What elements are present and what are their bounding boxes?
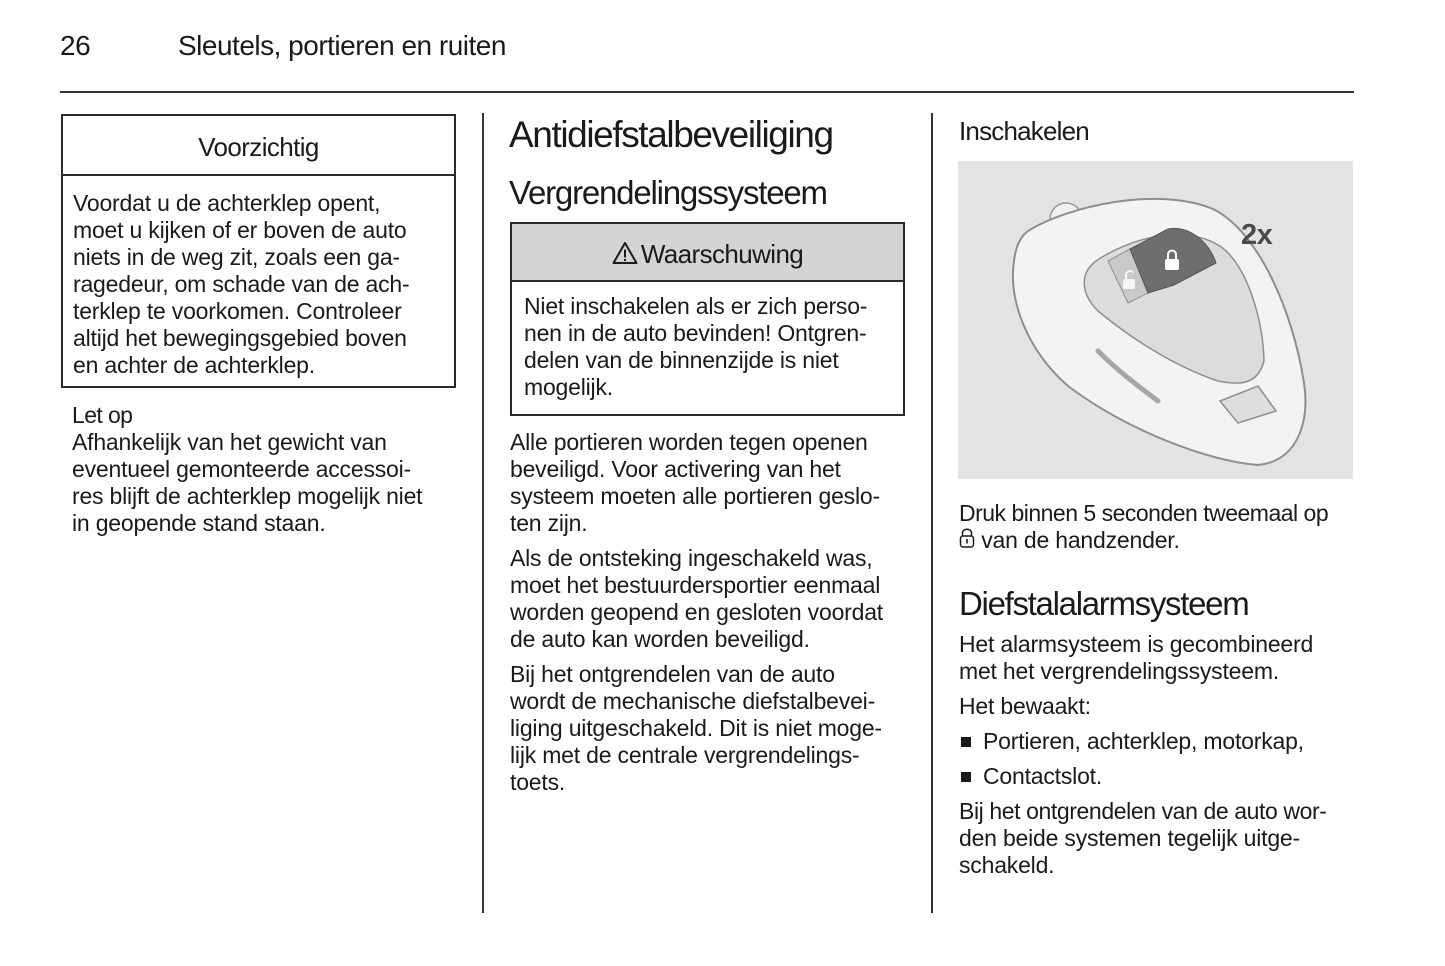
list-item xyxy=(959,763,1359,790)
caution-box xyxy=(61,114,456,388)
list-item-text: Portieren, achterklep, motorkap, xyxy=(983,728,1304,754)
text-line: met het vergrendelingssysteem. xyxy=(959,658,1279,684)
column-divider-2 xyxy=(931,113,933,913)
text-line: worden geopend en gesloten voordat xyxy=(510,599,883,625)
bullet-list xyxy=(959,728,1359,790)
caution-line: en achter de achterklep. xyxy=(73,352,315,378)
lock-icon xyxy=(959,527,975,555)
list-item xyxy=(959,728,1359,755)
warning-line: nen in de auto bevinden! Ontgren- xyxy=(524,320,867,346)
col3-body xyxy=(959,631,1359,879)
text-line: wordt de mechanische diefstalbevei- xyxy=(510,688,876,714)
bullet-square-icon xyxy=(961,737,971,747)
paragraph: Het bewaakt: xyxy=(959,693,1091,719)
section-heading: Antidiefstalbeveiliging xyxy=(509,114,833,155)
note-line: in geopende stand staan. xyxy=(72,510,326,536)
paragraph xyxy=(959,798,1359,879)
warning-body xyxy=(512,282,903,401)
text-line: schakeld. xyxy=(959,852,1055,878)
alarm-heading: Diefstalalarmsysteem xyxy=(959,585,1249,622)
text-line: Als de ontsteking ingeschakeld was, xyxy=(510,545,873,571)
subsection-heading: Vergrendelingssysteem xyxy=(509,174,827,211)
note-line: res blijft de achterklep mogelijk niet xyxy=(72,483,423,509)
text-line: lijk met de centrale vergrendelings- xyxy=(510,742,860,768)
caution-line: ragedeur, om schade van de ach- xyxy=(73,271,410,297)
text-line: Bij het ontgrendelen van de auto xyxy=(510,661,835,687)
text-line: beveiligd. Voor activering van het xyxy=(510,456,841,482)
paragraph xyxy=(510,545,920,653)
text-line: ten zijn. xyxy=(510,510,588,536)
warning-header xyxy=(512,224,903,282)
note-line: eventueel gemonteerde accessoi- xyxy=(72,456,412,482)
key-fob-figure xyxy=(958,161,1353,479)
paragraph xyxy=(510,429,920,537)
text-line: toets. xyxy=(510,769,566,795)
list-item-text: Contactslot. xyxy=(983,763,1103,789)
key-fob-illustration xyxy=(958,161,1353,479)
text-line: liging uitgeschakeld. Dit is niet moge- xyxy=(510,715,882,741)
caption-line-2 xyxy=(959,527,1359,555)
warning-line: delen van de binnenzijde is niet xyxy=(524,347,839,373)
caption-text: van de handzender. xyxy=(981,527,1180,553)
caution-line: moet u kijken of er boven de auto xyxy=(73,217,407,243)
text-line: Bij het ontgrendelen van de auto wor- xyxy=(959,798,1327,824)
caution-line: terklep te voorkomen. Controleer xyxy=(73,298,402,324)
caution-line: niets in de weg zit, zoals een ga- xyxy=(73,244,400,270)
warning-line: mogelijk. xyxy=(524,374,613,400)
note-line: Afhankelijk van het gewicht van xyxy=(72,429,387,455)
paragraph xyxy=(959,631,1359,685)
text-line: de auto kan worden beveiligd. xyxy=(510,626,810,652)
text-line: moet het bestuurdersportier eenmaal xyxy=(510,572,881,598)
caption-line: Druk binnen 5 seconden tweemaal op xyxy=(959,500,1329,526)
note-section xyxy=(72,402,472,537)
text-line: Het alarmsysteem is gecombineerd xyxy=(959,631,1314,657)
warning-triangle-icon xyxy=(612,226,638,286)
warning-title: Waarschuwing xyxy=(640,239,804,269)
column-divider-1 xyxy=(482,113,484,913)
page-title: Sleutels, portieren en ruiten xyxy=(178,30,506,61)
figure-caption xyxy=(959,500,1359,555)
text-line: systeem moeten alle portieren geslo- xyxy=(510,483,880,509)
bullet-square-icon xyxy=(961,772,971,782)
warning-box xyxy=(510,222,905,416)
header-divider xyxy=(60,91,1354,93)
note-title: Let op xyxy=(72,402,133,428)
caution-line: altijd het bewegingsgebied boven xyxy=(73,325,407,351)
caution-title: Voorzichtig xyxy=(63,116,454,176)
press-count-label: 2x xyxy=(1241,219,1273,251)
inschakelen-heading: Inschakelen xyxy=(959,116,1089,146)
text-line: den beide systemen tegelijk uitge- xyxy=(959,825,1300,851)
warning-line: Niet inschakelen als er zich perso- xyxy=(524,293,868,319)
paragraph xyxy=(510,661,920,796)
text-line: Alle portieren worden tegen openen xyxy=(510,429,868,455)
page-number: 26 xyxy=(60,30,91,61)
caution-line: Voordat u de achterklep opent, xyxy=(73,190,381,216)
caution-body xyxy=(63,176,454,379)
col2-body xyxy=(510,429,920,796)
